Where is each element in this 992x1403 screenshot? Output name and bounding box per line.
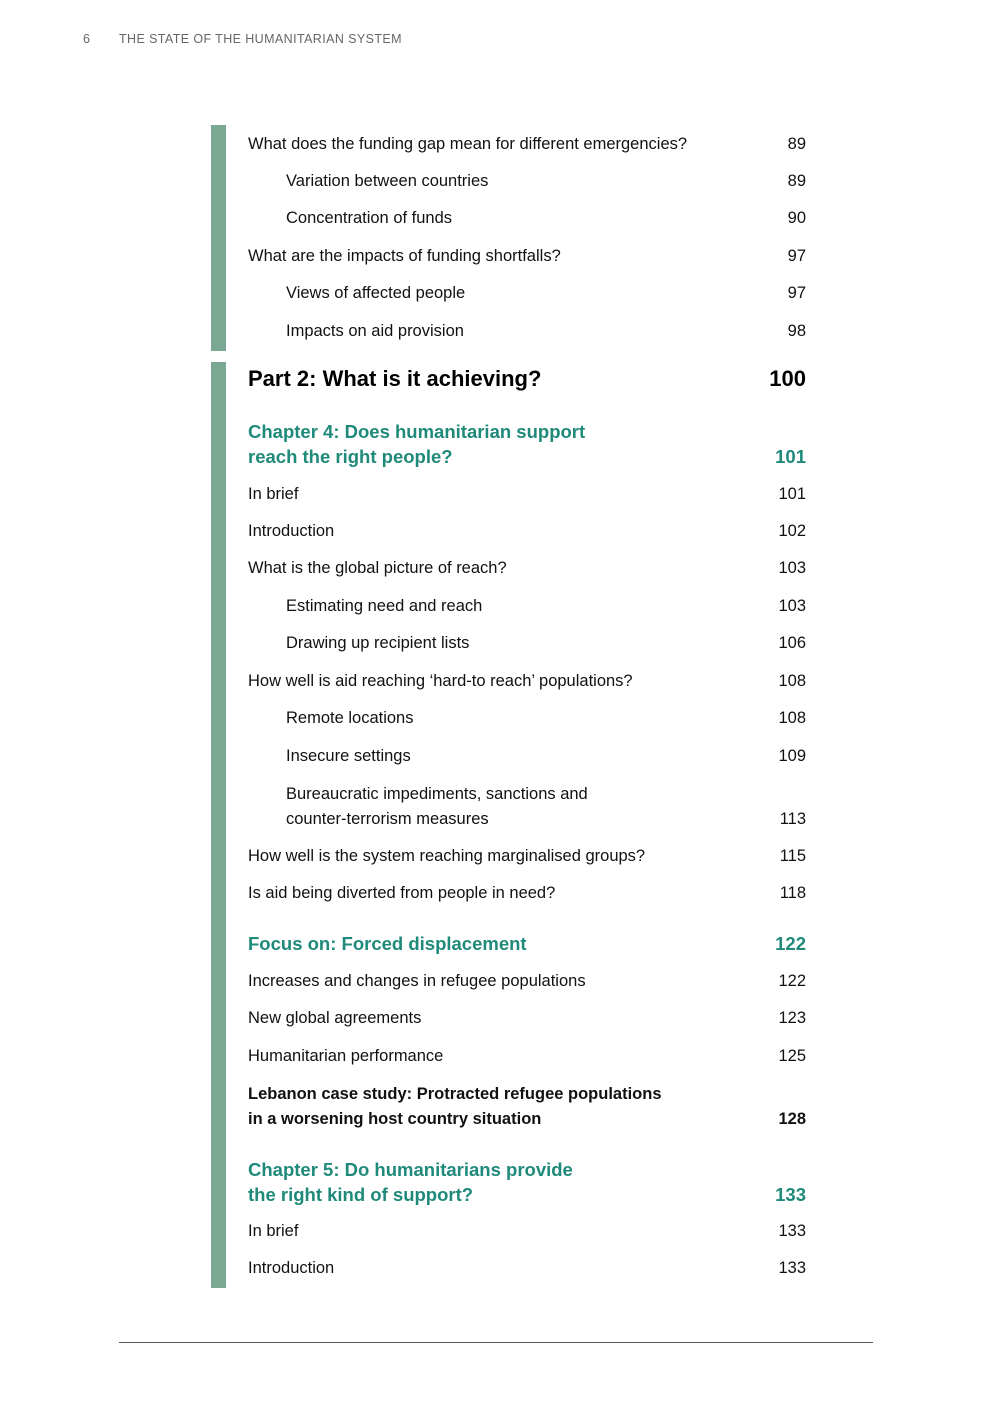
toc-page: 115 [779, 847, 806, 865]
toc-page: 108 [778, 709, 806, 727]
toc-page: 133 [778, 1222, 806, 1240]
toc-subentry[interactable] [248, 168, 806, 194]
toc-title: In brief [248, 485, 299, 503]
header-title: THE STATE OF THE HUMANITARIAN SYSTEM [119, 32, 402, 46]
toc-title: In brief [248, 1222, 299, 1240]
toc-chapter-heading[interactable] [248, 417, 806, 469]
toc-subentry[interactable] [248, 593, 806, 619]
toc-page: 113 [779, 810, 806, 828]
toc-title: Drawing up recipient lists [286, 634, 470, 652]
toc-page: 97 [787, 284, 806, 302]
toc-title: Impacts on aid provision [286, 322, 464, 340]
toc-page: 98 [787, 322, 806, 340]
toc-entry[interactable] [248, 518, 806, 544]
toc-page: 102 [778, 522, 806, 540]
toc-entry[interactable] [248, 843, 806, 869]
toc-page: 122 [775, 933, 806, 954]
toc-title: Introduction [248, 522, 335, 540]
toc-title: How well is the system reaching marginalised groups? [248, 847, 646, 865]
toc-subentry[interactable] [248, 780, 806, 832]
toc-title: Humanitarian performance [248, 1047, 444, 1065]
toc-entry[interactable] [248, 1043, 806, 1069]
toc-page: 89 [787, 135, 806, 153]
toc-page: 108 [778, 672, 806, 690]
toc-entry[interactable] [248, 880, 806, 906]
toc-subentry[interactable] [248, 630, 806, 656]
toc-subentry[interactable] [248, 205, 806, 231]
toc-title: What are the impacts of funding shortfalls? [248, 247, 561, 265]
toc-title: How well is aid reaching ‘hard-to reach’ populations? [248, 672, 633, 690]
toc-title: Focus on: Forced displacement [248, 933, 527, 954]
toc-entry[interactable] [248, 968, 806, 994]
toc-page: 109 [778, 747, 806, 765]
toc-page: 97 [787, 247, 806, 265]
toc-page: 100 [769, 366, 806, 391]
toc-title: Increases and changes in refugee populations [248, 972, 586, 990]
toc-page: 123 [778, 1009, 806, 1027]
toc-page: 133 [775, 1184, 806, 1205]
toc-page: 122 [778, 972, 806, 990]
footer-rule [119, 1342, 873, 1343]
toc-title: Estimating need and reach [286, 597, 483, 615]
toc-page: 101 [778, 485, 806, 503]
toc-entry[interactable] [248, 668, 806, 694]
toc-title: Is aid being diverted from people in need? [248, 884, 556, 902]
toc-title: Concentration of funds [286, 209, 453, 227]
toc-title: Insecure settings [286, 747, 411, 765]
toc-title: What is the global picture of reach? [248, 559, 507, 577]
toc-chapter-heading[interactable] [248, 1155, 806, 1207]
toc-title: Bureaucratic impediments, sanctions and counter-terrorism measures [286, 785, 588, 828]
toc-page: 103 [778, 597, 806, 615]
toc-title: Chapter 4: Does humanitarian support reach the right people? [248, 421, 586, 467]
toc-page: 106 [778, 634, 806, 652]
toc-title: Lebanon case study: Protracted refugee populations in a worsening host country situation [248, 1085, 662, 1128]
toc-title: New global agreements [248, 1009, 422, 1027]
header-page-number: 6 [83, 32, 91, 46]
toc-title: Chapter 5: Do humanitarians provide the right kind of support? [248, 1159, 573, 1205]
toc-case-study[interactable] [248, 1080, 806, 1132]
toc-subentry[interactable] [248, 280, 806, 306]
toc-entry[interactable] [248, 1255, 806, 1281]
toc-page: 133 [778, 1259, 806, 1277]
toc-entry[interactable] [248, 1218, 806, 1244]
toc-entry[interactable] [248, 555, 806, 581]
section-accent-bar [211, 125, 226, 351]
toc-entry[interactable] [248, 131, 806, 157]
toc-focus-heading[interactable] [248, 930, 806, 956]
toc-page: 118 [779, 884, 806, 902]
toc-title: Introduction [248, 1259, 335, 1277]
toc-subentry[interactable] [248, 705, 806, 731]
toc-entry[interactable] [248, 481, 806, 507]
toc-page: 103 [778, 559, 806, 577]
section-accent-bar [211, 362, 226, 1288]
toc-entry[interactable] [248, 243, 806, 269]
toc-title: Views of affected people [286, 284, 466, 302]
toc-page: 125 [778, 1047, 806, 1065]
toc-title: Variation between countries [286, 172, 489, 190]
toc-page: 101 [775, 446, 806, 467]
toc-part-heading[interactable] [248, 364, 806, 394]
toc-title: Part 2: What is it achieving? [248, 366, 542, 391]
toc-subentry[interactable] [248, 743, 806, 769]
toc-title: What does the funding gap mean for different emergencies? [248, 135, 688, 153]
toc-page: 90 [787, 209, 806, 227]
toc-page: 128 [778, 1110, 806, 1128]
toc-entry[interactable] [248, 1005, 806, 1031]
running-header [83, 32, 402, 46]
toc-page: 89 [787, 172, 806, 190]
toc-subentry[interactable] [248, 318, 806, 344]
toc-title: Remote locations [286, 709, 414, 727]
